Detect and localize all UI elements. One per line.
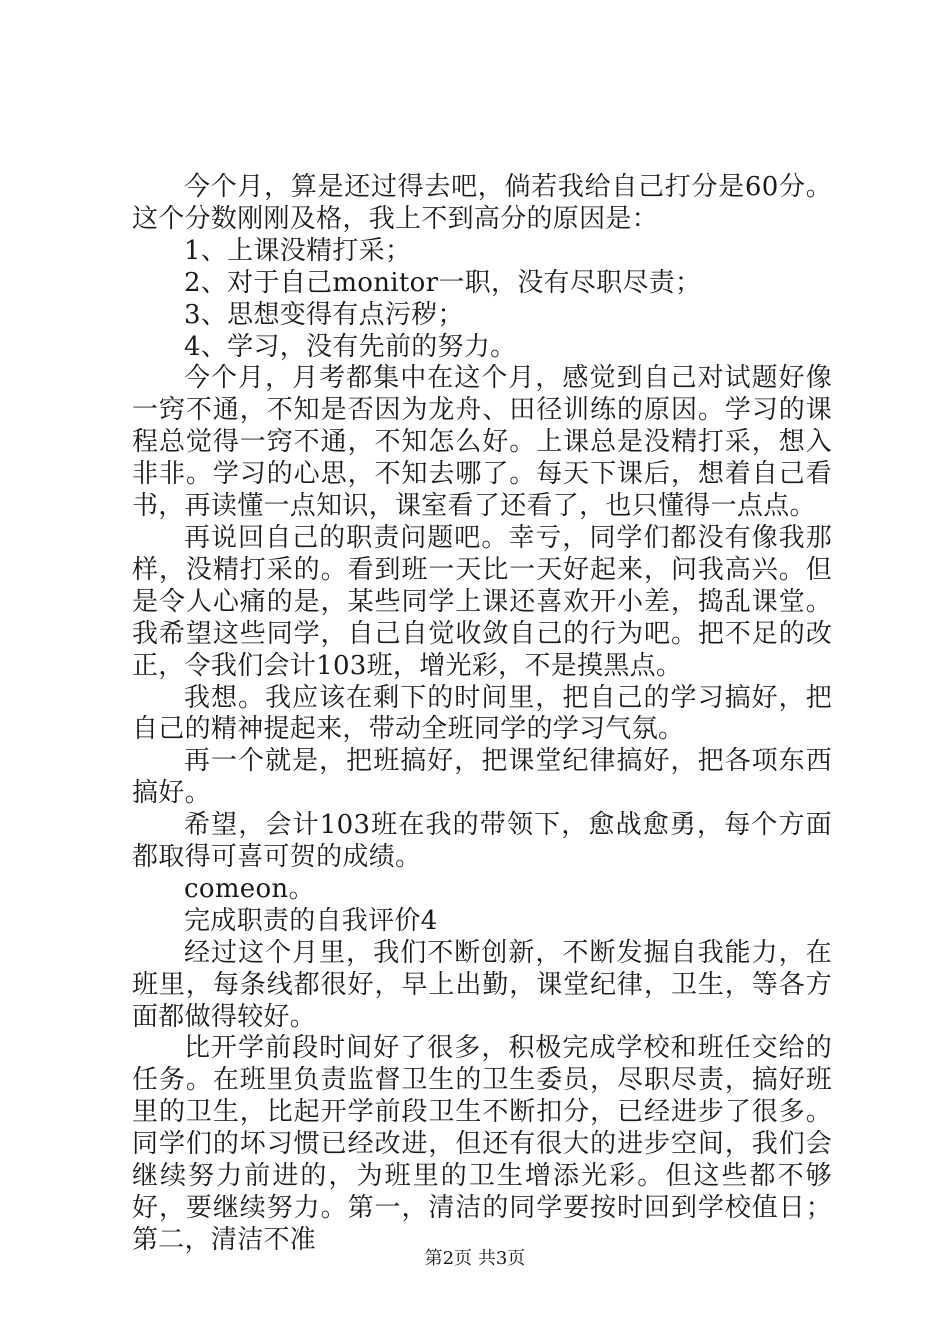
list-item-2: 2、对于自己monitor一职，没有尽职尽责；: [184, 267, 702, 298]
paragraph-8: 经过这个月里，我们不断创新，不断发掘自我能力，在班里，每条线都很好，早上出勤，课堂纪律，卫生，等各方面都做得较好。: [132, 937, 832, 1032]
paragraph-7: comeon。: [184, 873, 315, 904]
list-item-3: 3、思想变得有点污秽；: [184, 299, 464, 330]
list-item-4: 4、学习，没有先前的努力。: [184, 331, 517, 362]
paragraph-4: 我想。我应该在剩下的时间里，把自己的学习搞好，把自己的精神提起来，带动全班同学的学习气氛。: [132, 682, 832, 745]
paragraph-9: 比开学前段时间好了很多，积极完成学校和班任交给的任务。在班里负责监督卫生的卫生委员，尽职尽责，搞好班里的卫生，比起开学前段卫生不断扣分，已经进步了很多。同学们的坏习惯已经改进，但还有很大的进步空间，我们会继续努力前进的，为班里的卫生增添光彩。但这些都不够好，要继续努力。第一，清洁的同学要按时回到学校值日；第二，清洁不准: [132, 1033, 832, 1255]
paragraph-6: 希望，会计103班在我的带领下，愈战愈勇，每个方面都取得可喜可贺的成绩。: [132, 810, 832, 873]
document-body: [132, 172, 832, 1257]
list-item-1: 1、上课没精打采；: [184, 235, 412, 266]
section-heading: 完成职责的自我评价4: [184, 905, 438, 936]
paragraph-5: 再一个就是，把班搞好，把课堂纪律搞好，把各项东西搞好。: [132, 746, 832, 809]
page-number-footer: 第2页 共3页: [424, 1248, 526, 1269]
paragraph-3: 再说回自己的职责问题吧。幸亏，同学们都没有像我那样，没精打采的。看到班一天比一天好起来，问我高兴。但是令人心痛的是，某些同学上课还喜欢开小差，捣乱课堂。我希望这些同学，自己自觉收敛自己的行为吧。把不足的改正，令我们会计103班，增光彩，不是摸黑点。: [132, 522, 832, 681]
paragraph-2: 今个月，月考都集中在这个月，感觉到自己对试题好像一窍不通，不知是否因为龙舟、田径训练的原因。学习的课程总觉得一窍不通，不知怎么好。上课总是没精打采，想入非非。学习的心思，不知去哪了。每天下课后，想着自己看书，再读懂一点知识，课室看了还看了，也只懂得一点点。: [132, 363, 832, 522]
paragraph-1: 今个月，算是还过得去吧，倘若我给自己打分是60分。这个分数刚刚及格，我上不到高分的原因是：: [132, 172, 832, 234]
